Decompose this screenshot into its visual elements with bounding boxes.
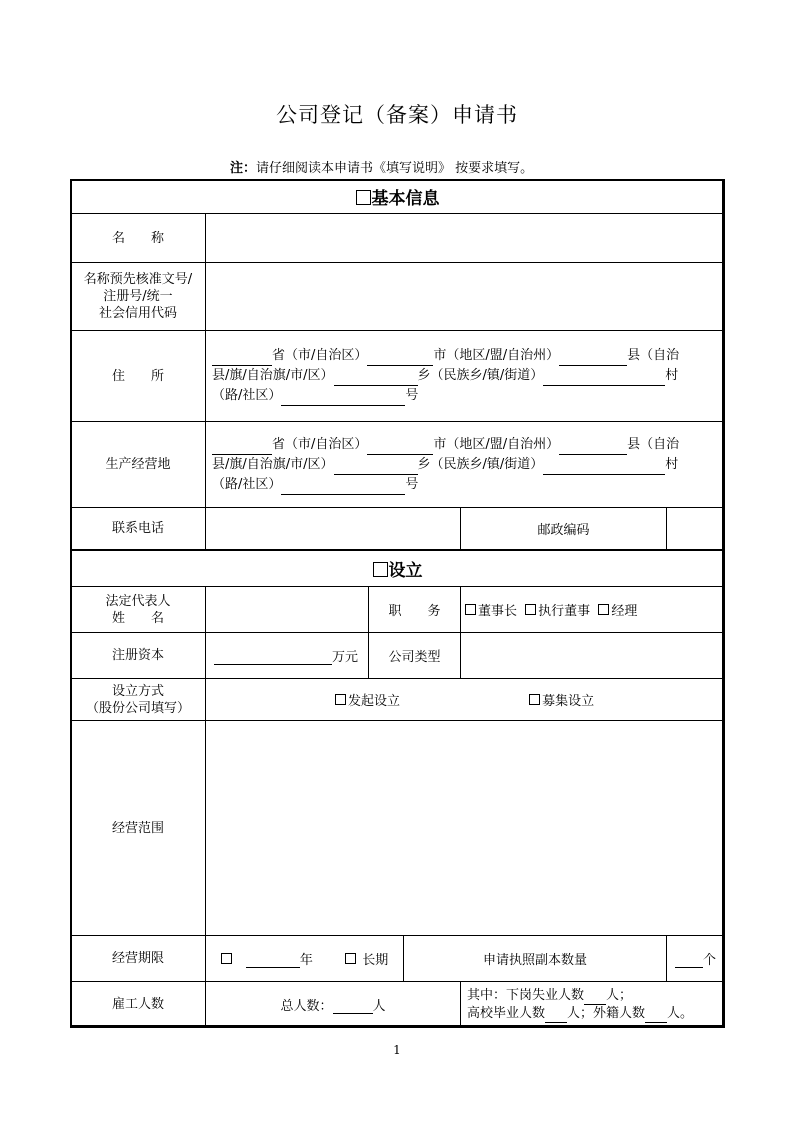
section-basic-info-heading: 基本信息 <box>71 180 725 214</box>
foreign-blank[interactable] <box>645 1008 667 1023</box>
section-checkbox-icon[interactable] <box>373 562 388 577</box>
employees-total: 总人数： 人 <box>206 982 461 1028</box>
application-form-table <box>70 179 725 1028</box>
postcode-field[interactable] <box>667 508 725 550</box>
production-site-label: 生产经营地 <box>71 422 206 508</box>
business-term-options: 年 长期 <box>206 936 404 982</box>
city-blank[interactable] <box>367 351 433 366</box>
graduates-blank[interactable] <box>545 1008 567 1023</box>
province-blank[interactable] <box>212 440 272 455</box>
village-blank[interactable] <box>543 460 665 475</box>
company-type-label: 公司类型 <box>369 633 461 679</box>
fill-instruction-note <box>230 157 533 176</box>
document-title: 公司登记（备案）申请书 <box>276 103 518 127</box>
note-text: 请仔细阅读本申请书《填写说明》 按要求填写。 <box>256 161 534 176</box>
phone-field[interactable] <box>206 508 461 550</box>
term-years-checkbox[interactable] <box>221 953 232 964</box>
precheck-code-field[interactable] <box>206 263 725 331</box>
position-label: 职 务 <box>369 587 461 633</box>
legal-rep-label: 法定代表人 姓 名 <box>71 587 206 633</box>
note-prefix: 注： <box>230 161 257 176</box>
business-scope-label: 经营范围 <box>71 721 206 936</box>
page-number: 1 <box>393 1043 401 1057</box>
chairman-checkbox[interactable] <box>465 604 476 615</box>
method-options: 发起设立 募集设立 <box>206 679 725 721</box>
company-name-field[interactable] <box>206 214 725 263</box>
county-blank[interactable] <box>559 440 627 455</box>
license-copies-field[interactable]: 个 <box>667 936 725 982</box>
company-type-field[interactable] <box>461 633 725 679</box>
section-setup-heading: 设立 <box>71 550 725 587</box>
business-term-label: 经营期限 <box>71 936 206 982</box>
company-name-label: 名 称 <box>71 214 206 263</box>
residence-address-field[interactable]: 省（市/自治区） 市（地区/盟/自治州） 县（自治 县/旗/自治旗/市/区） 乡（民族乡/镇/街道） 村 （路/社区） 号 <box>206 331 725 422</box>
employees-label: 雇工人数 <box>71 982 206 1028</box>
executive-director-checkbox[interactable] <box>525 604 536 615</box>
legal-rep-name-field[interactable] <box>206 587 369 633</box>
production-address-field[interactable]: 省（市/自治区） 市（地区/盟/自治州） 县（自治 县/旗/自治旗/市/区） 乡（民族乡/镇/街道） 村 （路/社区） 号 <box>206 422 725 508</box>
laid-off-blank[interactable] <box>584 990 606 1005</box>
capital-label: 注册资本 <box>71 633 206 679</box>
manager-checkbox[interactable] <box>598 604 609 615</box>
promotion-setup-checkbox[interactable] <box>335 694 346 705</box>
postcode-label: 邮政编码 <box>461 508 667 550</box>
copies-blank[interactable] <box>675 953 703 968</box>
province-blank[interactable] <box>212 351 272 366</box>
phone-label: 联系电话 <box>71 508 206 550</box>
town-blank[interactable] <box>334 371 418 386</box>
city-blank[interactable] <box>367 440 433 455</box>
license-copies-label: 申请执照副本数量 <box>404 936 667 982</box>
total-employees-blank[interactable] <box>333 999 373 1014</box>
term-long-checkbox[interactable] <box>345 953 356 964</box>
number-blank[interactable] <box>281 480 405 495</box>
residence-label: 住 所 <box>71 331 206 422</box>
employees-detail: 其中：下岗失业人数 人； 高校毕业人数 人；外籍人数 人。 <box>461 982 725 1028</box>
precheck-code-label: 名称预先核准文号/ 注册号/统一 社会信用代码 <box>71 263 206 331</box>
term-years-blank[interactable] <box>246 953 300 968</box>
section-checkbox-icon[interactable] <box>356 190 371 205</box>
number-blank[interactable] <box>281 391 405 406</box>
county-blank[interactable] <box>559 351 627 366</box>
town-blank[interactable] <box>334 460 418 475</box>
village-blank[interactable] <box>543 371 665 386</box>
capital-field[interactable]: 万元 <box>206 633 369 679</box>
position-options: 董事长 执行董事 经理 <box>461 587 725 633</box>
method-label: 设立方式 （股份公司填写） <box>71 679 206 721</box>
capital-blank[interactable] <box>214 650 332 665</box>
business-scope-field[interactable] <box>206 721 725 936</box>
subscription-setup-checkbox[interactable] <box>529 694 540 705</box>
